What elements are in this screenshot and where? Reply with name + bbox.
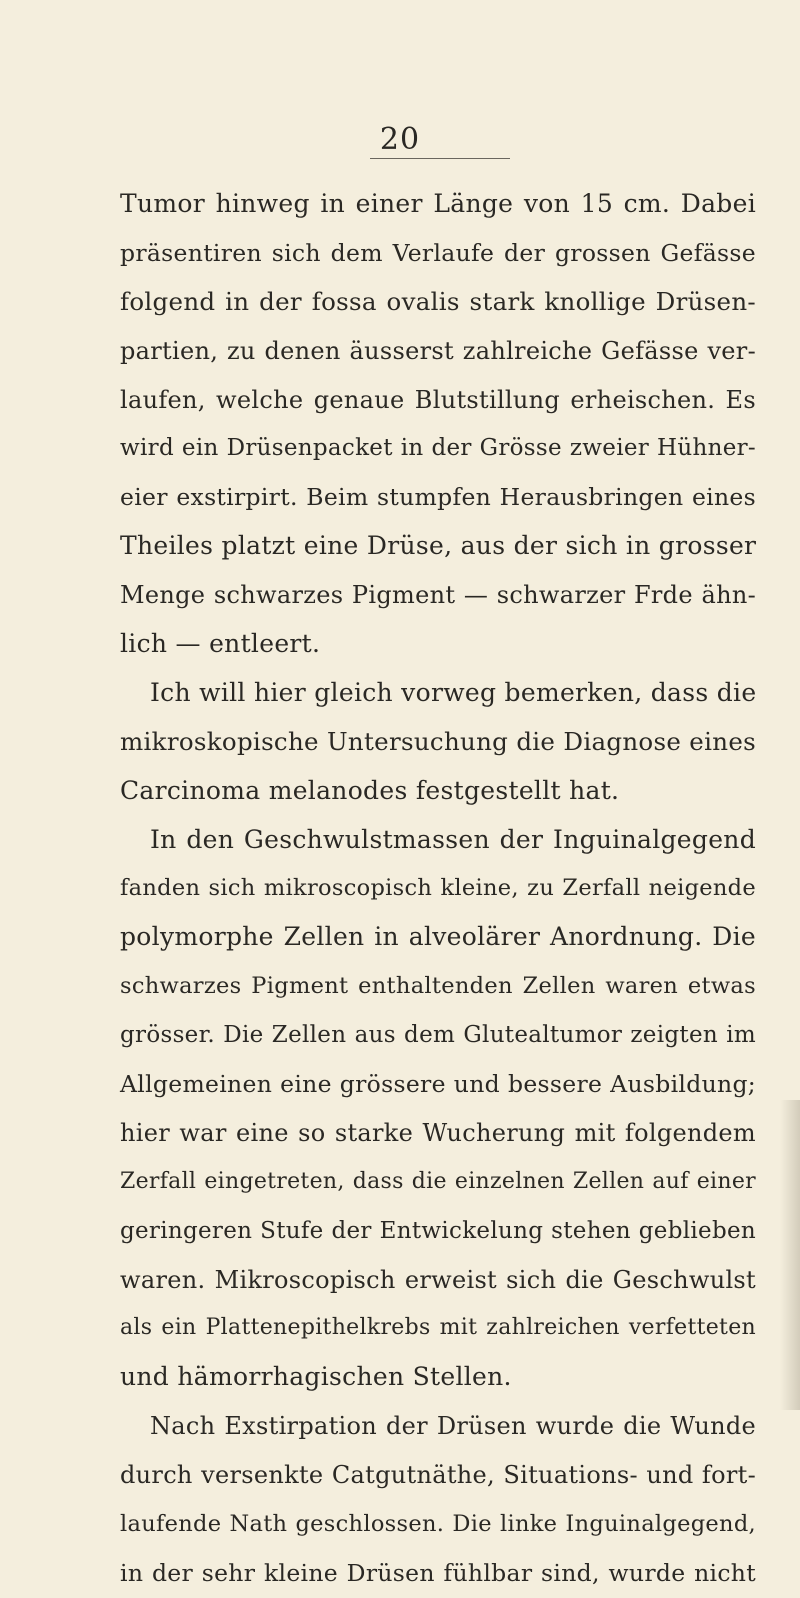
text-line: laufen, welche genaue Blutstillung erheischen. Es bbox=[120, 385, 756, 414]
text-line: durch versenkte Catgutnäthe, Situations- und fort- bbox=[120, 1461, 756, 1490]
text-line: Carcinoma melanodes festgestellt hat. bbox=[120, 775, 620, 805]
text-line: Ich will hier gleich vorweg bemerken, dass die bbox=[150, 677, 757, 707]
text-line: Zerfall eingetreten, dass die einzelnen Zellen auf einer bbox=[120, 1168, 756, 1194]
text-line: mikroskopische Untersuchung die Diagnose eines bbox=[120, 726, 756, 756]
text-line: schwarzes Pigment enthaltenden Zellen waren etwas bbox=[120, 973, 756, 1000]
text-line: Menge schwarzes Pigment — schwarzer Frde ähn- bbox=[120, 581, 756, 610]
text-line: waren. Mikroscopisch erweist sich die Geschwulst bbox=[120, 1265, 756, 1294]
text-line: und hämorrhagischen Stellen. bbox=[120, 1362, 512, 1392]
text-line: geringeren Stufe der Entwickelung stehen geblieben bbox=[120, 1217, 756, 1244]
text-line: eier exstirpirt. Beim stumpfen Herausbringen eines bbox=[120, 483, 756, 512]
text-line: lich — entleert. bbox=[120, 629, 321, 659]
text-line: fanden sich mikroscopisch kleine, zu Zerfall neigende bbox=[120, 875, 756, 902]
page-edge-shadow bbox=[780, 1100, 800, 1410]
page-number-rule bbox=[370, 158, 510, 159]
text-line: folgend in der fossa ovalis stark knollige Drüsen- bbox=[120, 286, 756, 316]
text-line: Nach Exstirpation der Drüsen wurde die Wunde bbox=[150, 1412, 756, 1441]
text-line: Tumor hinweg in einer Länge von 15 cm. Dabei bbox=[120, 189, 756, 218]
text-line: Theiles platzt eine Drüse, aus der sich in grosser bbox=[120, 531, 757, 561]
text-line: in der sehr kleine Drüsen fühlbar sind, wurde nicht bbox=[120, 1558, 756, 1587]
text-line: grösser. Die Zellen aus dem Glutealtumor zeigten im bbox=[120, 1022, 756, 1049]
text-line: Allgemeinen eine grössere und bessere Ausbildung; bbox=[120, 1070, 756, 1099]
text-line: wird ein Drüsenpacket in der Grösse zweier Hühner- bbox=[120, 435, 756, 462]
text-line: laufende Nath geschlossen. Die linke Inguinalgegend, bbox=[120, 1511, 756, 1538]
text-line: präsentiren sich dem Verlaufe der grossen Gefässe bbox=[120, 238, 756, 267]
text-line: hier war eine so starke Wucherung mit folgendem bbox=[120, 1118, 756, 1147]
text-line: polymorphe Zellen in alveolärer Anordnung. Die bbox=[120, 922, 756, 952]
text-line: als ein Plattenepithelkrebs mit zahlreichen verfetteten bbox=[120, 1315, 756, 1341]
text-line: partien, zu denen äusserst zahlreiche Gefässe ver- bbox=[120, 336, 756, 365]
text-line: In den Geschwulstmassen der Inguinalgegend bbox=[150, 824, 756, 854]
body-text bbox=[120, 180, 756, 1598]
page-number: 20 bbox=[379, 122, 421, 157]
